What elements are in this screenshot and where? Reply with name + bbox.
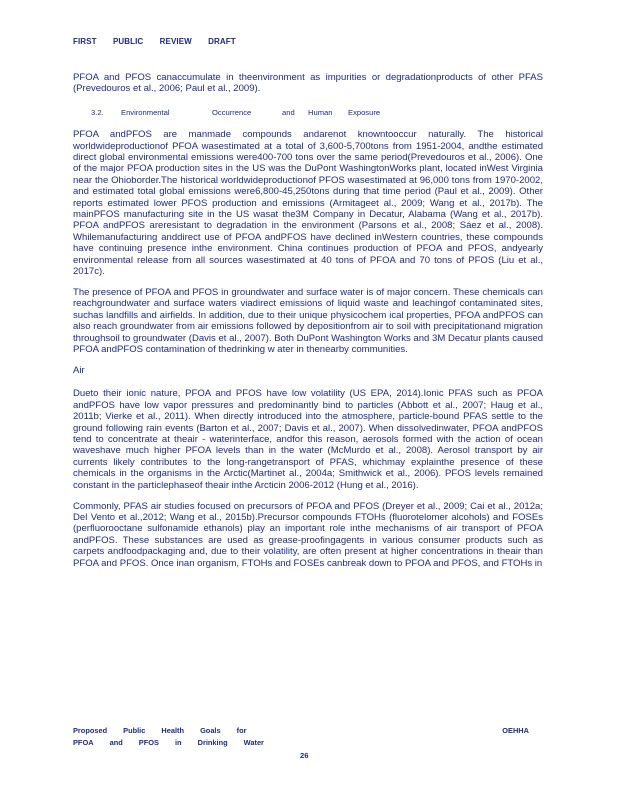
footer-word: Drinking <box>197 738 228 747</box>
footer-word: in <box>174 738 182 747</box>
footer-word: PFOS <box>138 738 159 747</box>
section-title-word: Environmental <box>121 107 170 117</box>
draft-header <box>73 37 250 46</box>
footer-word: Goals <box>200 726 221 735</box>
footer-word: for <box>236 726 247 735</box>
document-body <box>73 72 543 578</box>
page-number: 26 <box>300 751 309 760</box>
paragraph: PFOA andPFOS are manmade compounds andarenot knowntooccur naturally. The historical worldwideproductionof PFOA wasestimated at a total of 3,600-5,700tons from 1951-2004, andthe estimated direct global environmental emissions were400-700 tons over the same period(Prevedouros et al., 2006). One of the major PFOA production sites in the US was the DuPont WashingtonWorks plant, located inWest Virginia near the Ohioborder.The historical worldwideproductionof PFOS wasestimated at 96,000 tons from 1970-2002, and estimated total global emissions were6,800-45,250tons during that time period (Paul et al., 2009). Other reports estimated lower PFOS production and emissions (Armitageet al., 2009; Wang et al., 2017b). The mainPFOS manufacturing site in the US wasat the3M Company in Decatur, Alabama (Wang et al., 2017b). PFOA andPFOS areresistant to degradation in the environment (Parsons et al., 2008; Sáez et al., 2008). Whilemanufacturing anddirect use of PFOA andPFOS have declined inWestern countries, these compounds have continuing presence inthe environment. China continues production of PFOA and PFOS, andyearly environmental release from all sources wasestimated at 40 tons of PFOA and 70 tons of PFOS (Liu et al., 2017c). <box>73 129 543 278</box>
header-word: FIRST <box>73 37 97 46</box>
footer-word: and <box>109 738 123 747</box>
section-title-word: Exposure <box>348 107 381 117</box>
footer-word: PFOA <box>73 738 94 747</box>
footer-word: Health <box>161 726 184 735</box>
section-title-word: and <box>282 107 295 117</box>
footer-word: Public <box>123 726 146 735</box>
subheading-air: Air <box>73 364 85 376</box>
footer-word: Water <box>243 738 264 747</box>
page-footer <box>73 725 529 749</box>
header-word: DRAFT <box>208 37 236 46</box>
footer-agency: OEHHA <box>502 726 529 735</box>
section-title-word: Human <box>308 107 333 117</box>
paragraph: PFOA and PFOS canaccumulate in theenvironment as impurities or degradationproducts of other PFAS (Prevedouros et al., 2006; Paul et al., 2009). <box>73 72 543 95</box>
section-heading <box>91 107 543 118</box>
paragraph: Commonly, PFAS air studies focused on precursors of PFOA and PFOS (Dreyer et al., 2009; Cai et al., 2012a; Del Vento et al.,2012; Wang et al., 2015b).Precursor compounds FTOHs (fluorotelomer alcohols) and FOSEs (perfluorooctane sulfonamide ethanols) play an important role inthe mechanisms of air transport of PFOA andPFOS. These substances are used as grease-proofingagents in various consumer products such as carpets andfoodpackaging and, due to their volatility, are often present at higher concentrations in theair than PFOA and PFOS. Once inan organism, FTOHs and FOSEs canbreak down to PFOA and PFOS, and FTOHs in <box>73 500 543 569</box>
footer-word: Proposed <box>73 726 108 735</box>
header-word: PUBLIC <box>112 37 144 46</box>
paragraph: The presence of PFOA and PFOS in groundwater and surface water is of major concern. These chemicals can reachgroundwater and surface waters viadirect emissions of liquid waste and leachingof contaminated sites, suchas landfills and airfields. In addition, due to their unique physicochem ical properties, PFOA andPFOS can also reach groundwater from air emissions followed by depositionfrom air to soil with precipitationand migration throughsoil to groundwater (Davis et al., 2007). Both DuPont Washington Works and 3M Decatur plants caused PFOA andPFOS contamination of thedrinking w ater in thenearby communities. <box>73 287 543 356</box>
section-number: 3.2. <box>91 107 104 117</box>
section-title-word: Occurrence <box>212 107 252 117</box>
header-word: REVIEW <box>159 37 192 46</box>
paragraph: Dueto their ionic nature, PFOA and PFOS have low volatility (US EPA, 2014).Ionic PFAS such as PFOA andPFOS have low vapor pressures and predominantly bind to particles (Abbott et al., 2007; Haug et al., 2011b; Vierke et al., 2011). When directly introduced into the atmosphere, particle-bound PFAS settle to the ground following rain events (Barton et al., 2007; Davis et al., 2007). When dissolvedinwater, PFOA andPFOS tend to concentrate at theair - waterinterface, andfor this reason, aerosols formed with the action of ocean waveshave much higher PFOA levels than in the water (McMurdo et al., 2008). Aerosol transport by air currents likely contributes to the long-rangetransport of PFAS, whichmay explainthe presence of these chemicals in the organisms in the Arctic(Martinet al., 2004a; Smithwick et al., 2006). PFOS levels remained constant in the particlephaseof theair inthe Arcticin 2006-2012 (Hung et al., 2016). <box>73 388 543 491</box>
